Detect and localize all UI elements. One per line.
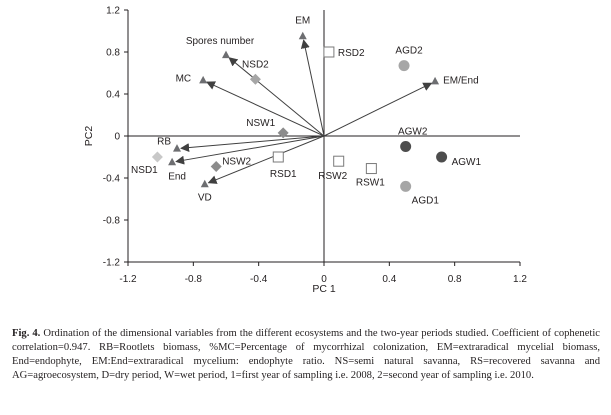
y-tick-label: -1.2 <box>102 257 120 269</box>
x-tick-label: 1.2 <box>513 274 527 285</box>
y-axis-label: PC2 <box>83 125 95 147</box>
site-points <box>131 46 481 207</box>
site-marker-agw1 <box>436 152 447 163</box>
x-axis-label: PC 1 <box>312 283 336 295</box>
vector-marker-mc <box>199 76 207 84</box>
site-marker-rsw2 <box>334 156 344 166</box>
site-marker-nsd1 <box>152 152 163 163</box>
site-label-agw2: AGW2 <box>397 126 428 138</box>
vector-label-em: EM <box>295 15 311 27</box>
site-label-nsd1: NSD1 <box>131 165 158 176</box>
site-label-rsd1: RSD1 <box>269 169 297 180</box>
x-tick-label: -0.4 <box>250 274 268 285</box>
vector-marker-rb <box>173 144 181 152</box>
site-label-nsw1: NSW1 <box>246 117 276 129</box>
site-label-rsw2: RSW2 <box>318 171 348 183</box>
x-axis-ticks <box>119 262 527 285</box>
y-tick-label: 1.2 <box>106 5 120 17</box>
caption-text: Ordination of the dimensional variables from the different ecosystems and the two-year periods studied. Coefficient of cophenetic correlation=0.947. RB=Rootlets biomass, %MC=Percentage of mycorrhizal colonization, EM=extraradical mycelial biomass, End=endophyte, EM:End=extraradical mycelium: endophyte ratio. NS=semi natural savanna, RS=recovered savanna and AG=agroecosystem, D=dry period, W=wet period, 1=first year of sampling i.e. 2008, 2=second year of sampling i.e. 2010. <box>12 328 600 382</box>
vector-label-spores-number: Spores number <box>185 36 255 48</box>
vector-marker-vd <box>201 180 209 188</box>
x-tick-label: 0 <box>321 274 327 285</box>
vector-label-rb: RB <box>157 136 171 148</box>
vector-arrow-rb <box>181 136 324 148</box>
y-axis-ticks <box>103 6 128 269</box>
vector-marker-spores-number <box>222 51 230 59</box>
site-label-agw1: AGW1 <box>451 157 482 168</box>
vector-label-vd: VD <box>197 192 212 204</box>
y-tick-label: 0.4 <box>106 89 120 101</box>
x-tick-label: 0.8 <box>447 274 462 285</box>
vector-label-mc: MC <box>175 73 192 85</box>
site-label-agd1: AGD1 <box>411 195 439 207</box>
site-marker-rsd1 <box>273 152 283 162</box>
site-marker-agd2 <box>399 60 410 71</box>
vector-marker-em <box>299 32 307 40</box>
y-tick-label: -0.8 <box>102 215 120 227</box>
vector-label-end: End <box>168 171 186 183</box>
y-tick-label: 0 <box>114 131 120 143</box>
site-label-agd2: AGD2 <box>395 45 423 57</box>
vector-marker-em-end <box>431 77 439 85</box>
caption-label: Fig. 4. <box>12 328 41 339</box>
vector-marker-end <box>168 158 176 166</box>
vector-label-em-end: EM/End <box>443 75 479 87</box>
site-marker-rsw1 <box>366 164 376 174</box>
site-marker-agw2 <box>400 141 411 152</box>
x-tick-label: -0.8 <box>184 274 202 285</box>
x-tick-label: 0.4 <box>382 274 397 285</box>
site-marker-agd1 <box>400 181 411 192</box>
site-marker-rsd2 <box>324 47 334 57</box>
site-marker-nsw2 <box>211 161 222 172</box>
x-tick-label: -1.2 <box>119 274 137 285</box>
site-label-nsw2: NSW2 <box>222 156 252 168</box>
site-label-rsw1: RSW1 <box>355 177 385 189</box>
site-label-rsd2: RSD2 <box>337 48 365 59</box>
site-marker-nsw1 <box>278 127 289 138</box>
figure-caption <box>12 327 600 383</box>
y-tick-label: -0.4 <box>102 173 120 185</box>
y-tick-label: 0.8 <box>106 47 120 59</box>
site-label-nsd2: NSD2 <box>242 59 269 71</box>
